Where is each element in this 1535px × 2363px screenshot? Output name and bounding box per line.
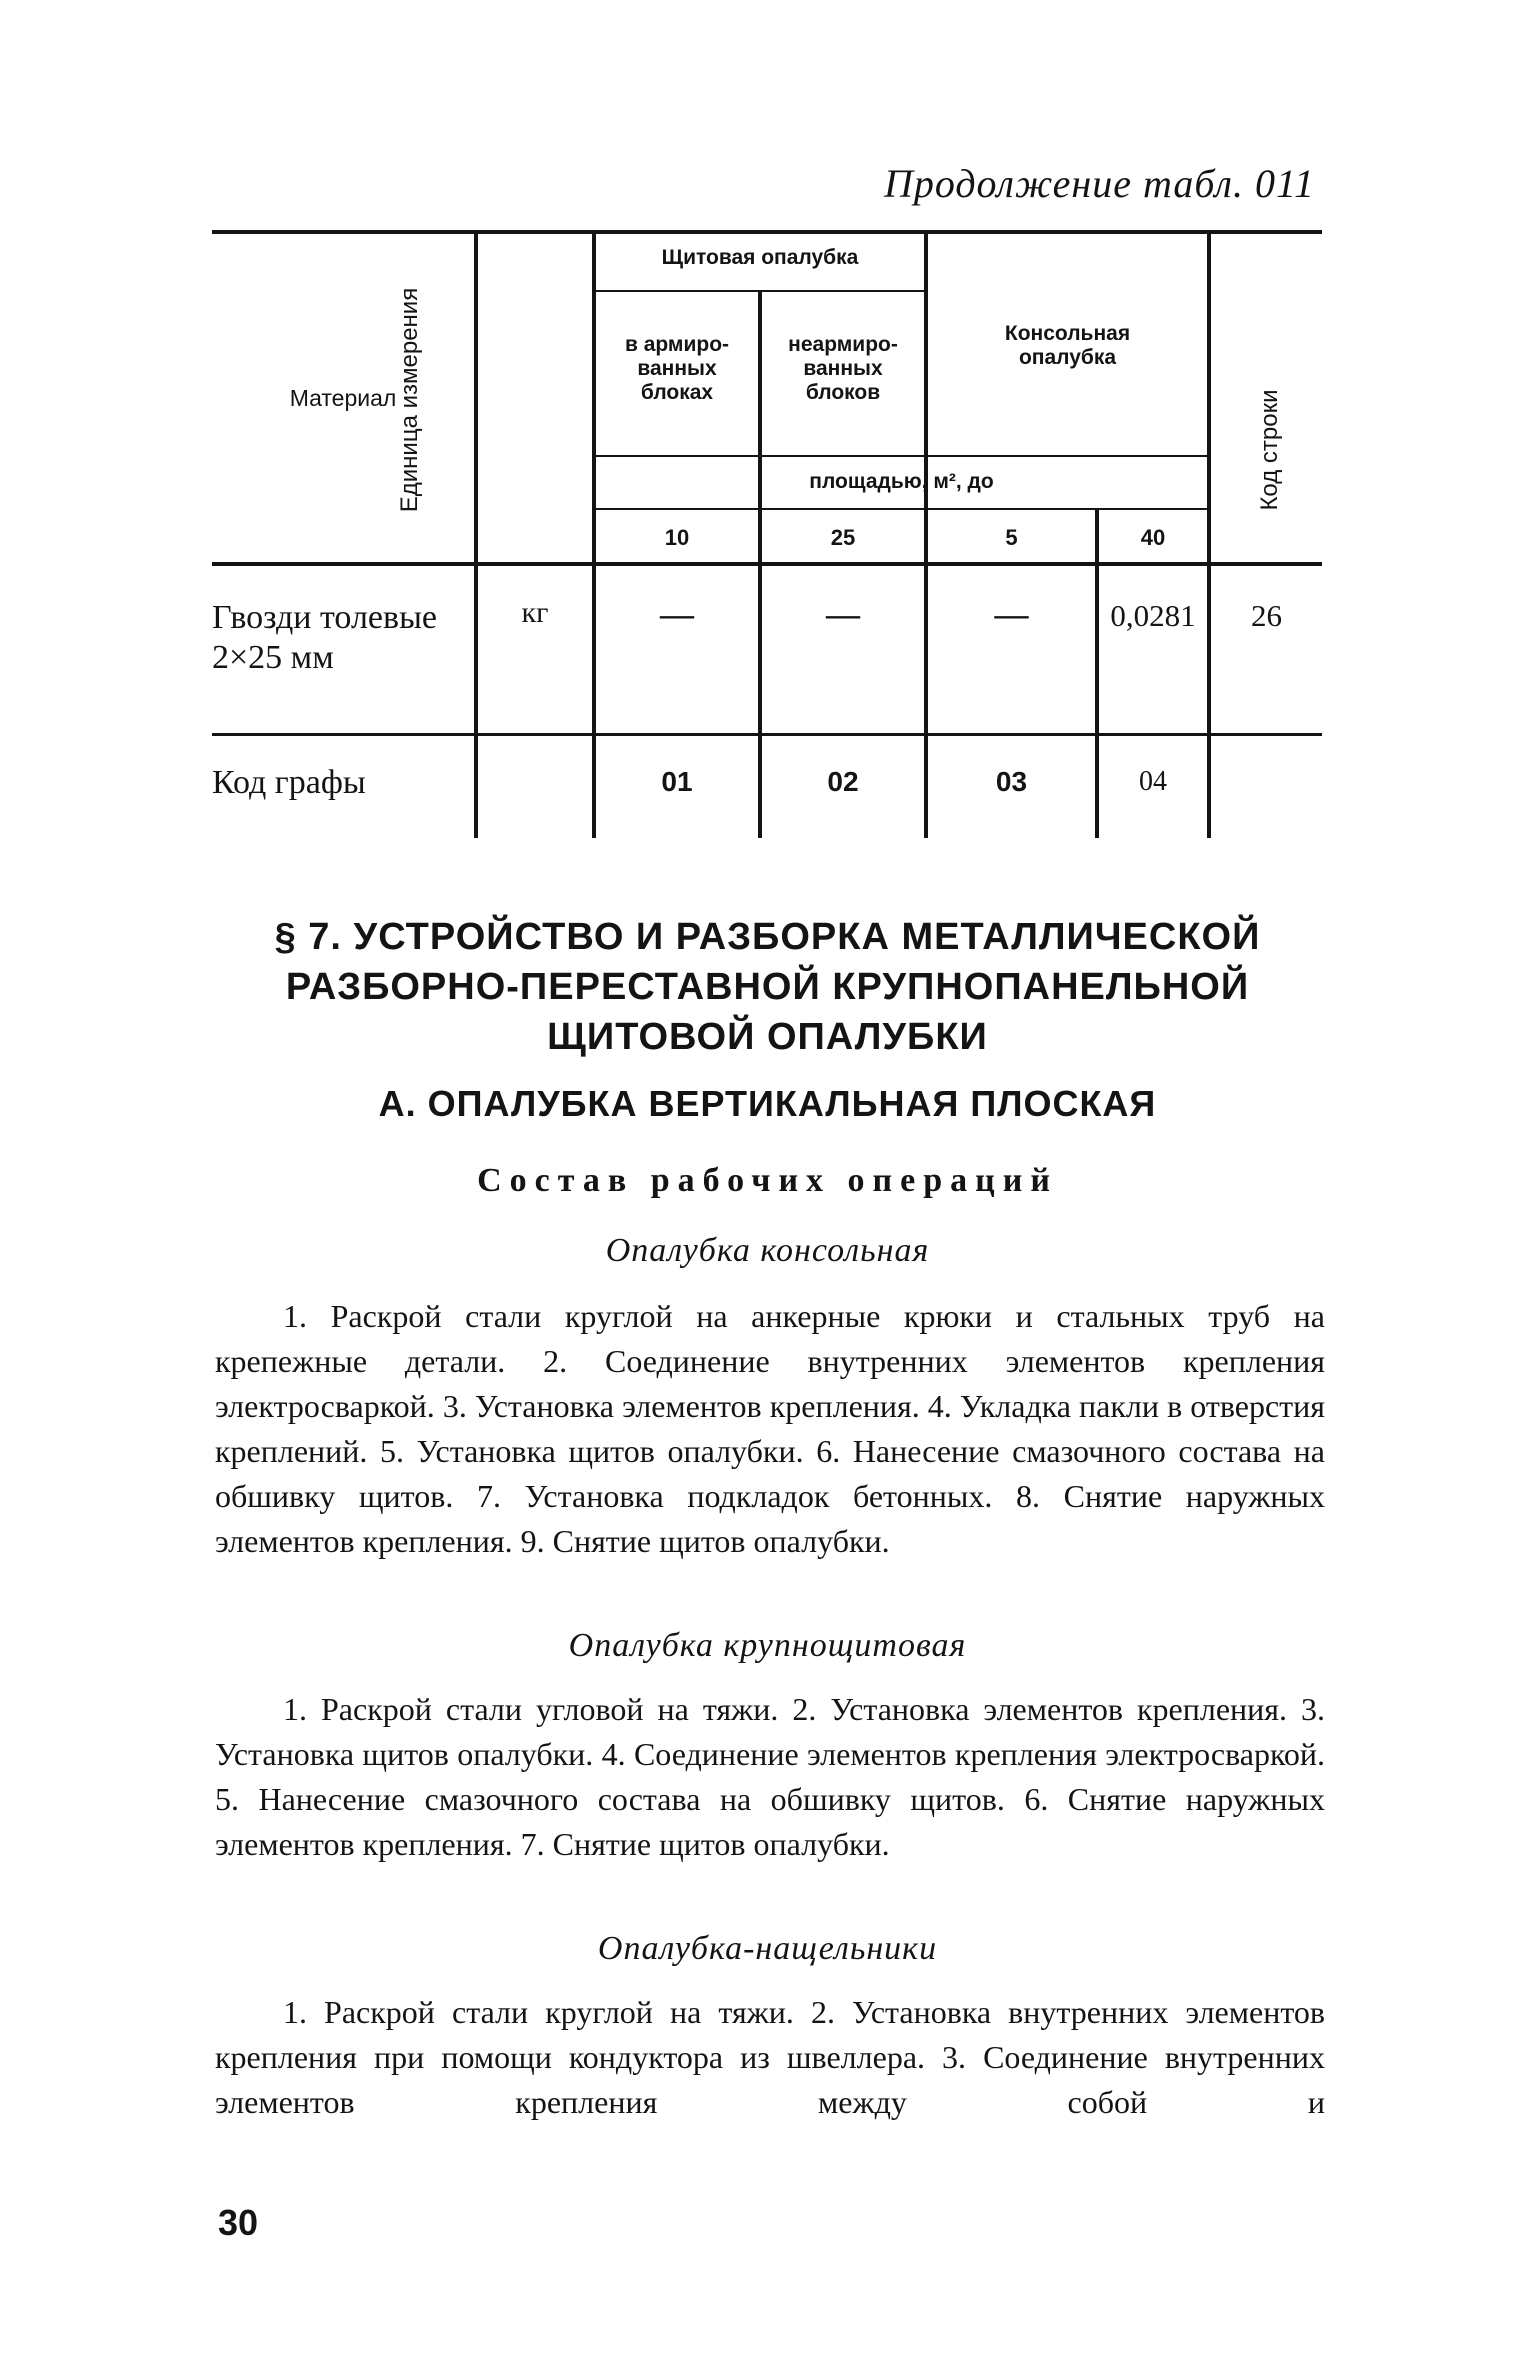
subsection-title: Опалубка-нащельники <box>597 1930 938 1967</box>
header-unit: Единица измерения <box>396 287 423 513</box>
column-code: 02 <box>827 766 859 797</box>
header-material: Материал <box>289 385 397 411</box>
footer-top-rule <box>212 733 1322 736</box>
column-code: 04 <box>1139 766 1167 797</box>
header-console-formwork: Консольная опалубка <box>1004 322 1131 369</box>
subsection-title: Опалубка крупнощитовая <box>568 1627 967 1664</box>
header-bottom-rule <box>212 562 1322 566</box>
area-value: 10 <box>664 525 690 550</box>
table-row-value: — <box>994 596 1029 633</box>
header-unreinforced-blocks: неармиро- ванных блоков <box>788 333 898 404</box>
area-bottom-rule <box>592 508 1207 510</box>
norms-table <box>0 0 1535 900</box>
header-area-up-to: площадью, м², до <box>809 470 994 493</box>
footer-label: Код графы <box>212 764 366 801</box>
subsection-title: Опалубка консольная <box>605 1232 930 1269</box>
table-row-value: — <box>826 596 860 633</box>
table-row-value: 0,0281 <box>1110 598 1196 633</box>
subsection-text: 1. Раскрой стали угловой на тяжи. 2. Установка элементов крепления. 3. Установка щитов опалубки. 4. Соединение элементов крепления электросваркой. 5. Нанесение смазочного состава на обшивку щитов. 6. Снятие наружных элементов крепления. 7. Снятие щитов опалубки. <box>215 1691 1325 1862</box>
subsection-text: 1. Раскрой стали круглой на анкерные крюки и стальных труб на крепежные детали. 2. Соединение внутренних элементов крепления электросваркой. 3. Установка элементов крепления. 4. Укладка пакли в отверстия креплений. 5. Установка щитов опалубки. 6. Нанесение смазочного состава на обшивку щитов. 7. Установка подкладок бетонных. 8. Снятие наружных элементов крепления. 9. Снятие щитов опалубки. <box>215 1298 1325 1559</box>
column-code: 03 <box>995 766 1028 797</box>
area-value: 5 <box>1005 525 1018 550</box>
header-reinforced-blocks: в армиро- ванных блоках <box>624 333 730 404</box>
area-value: 25 <box>830 525 856 550</box>
page-number: 30 <box>218 2202 259 2243</box>
table-row-unit: кг <box>521 596 549 629</box>
section-heading: § 7. УСТРОЙСТВО И РАЗБОРКА МЕТАЛЛИЧЕСКОЙ РАЗБОРНО-ПЕРЕСТАВНОЙ КРУПНОПАНЕЛЬНОЙ ЩИТОВОЙ ОПАЛУБКИ <box>274 916 1261 1058</box>
col-sep-6 <box>1207 232 1211 838</box>
table-top-rule <box>212 230 1322 234</box>
column-code: 01 <box>661 766 693 797</box>
area-top-rule <box>592 455 1207 457</box>
table-row-material: Гвозди толевые 2×25 мм <box>212 599 438 676</box>
table-row-value: — <box>660 596 694 633</box>
subsection-text: 1. Раскрой стали круглой на тяжи. 2. Установка внутренних элементов крепления при помощи кондуктора из швеллера. 3. Соединение внутренних элементов крепления между собой и <box>215 1994 1325 2120</box>
table-continuation-label: Продолжение табл. 011 <box>883 161 1315 206</box>
area-value: 40 <box>1140 525 1166 550</box>
table-row-code: 26 <box>1251 598 1282 633</box>
subheading: А. ОПАЛУБКА ВЕРТИКАЛЬНАЯ ПЛОСКАЯ <box>378 1083 1157 1124</box>
header-row-code: Код строки <box>1256 389 1283 511</box>
operations-title: Состав рабочих операций <box>477 1162 1058 1199</box>
col-sep-1 <box>474 232 478 838</box>
header-shield-formwork: Щитовая опалубка <box>661 246 859 269</box>
